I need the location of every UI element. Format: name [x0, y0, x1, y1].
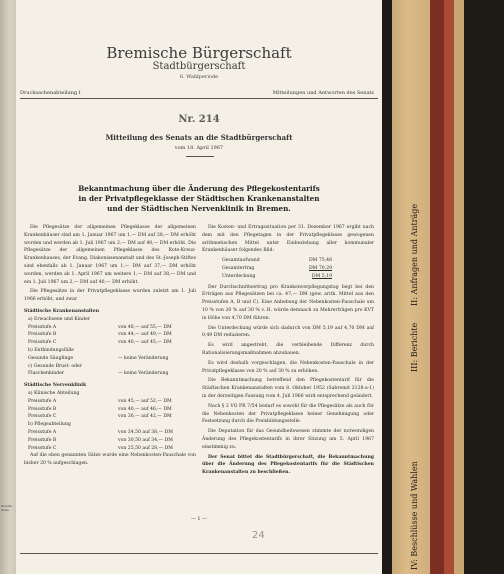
document-number: Nr. 214 [178, 114, 220, 125]
document-date: vom 18. April 1967 [174, 145, 224, 151]
paragraph: Der Durchschnittsertrag pro Krankenverpflegungstag liegt bei den Erträgen aus Pflegesätzen bei ca. 47,— DM (gew. arith. Mittel aus den Preisstufen A, B und C). Eine Anhebung der Nebenkosten-Pauschale um 10 % von 20 % auf 30 % v. H. würde demnach zu Mehrerträgen pro KVT in Höhe von 4,70 DM führen. [202, 284, 374, 321]
list-item: a) Erwachsene und Kinder [28, 316, 90, 322]
announcement-heading [16, 184, 382, 214]
section-label: Drucksachenabteilung I [20, 90, 81, 96]
request-paragraph: Der Senat bittet die Stadtbürgerschaft, die Bekanntmachung über die Änderung des Pflegekostentarifs für die Städtischen Krankenanstalten zu beschließen. [202, 454, 374, 476]
tariff-value: von 40,— auf 46,— DM [118, 406, 172, 412]
parliament-subtitle: Stadtbürgerschaft [152, 61, 246, 72]
short-rule [186, 156, 214, 157]
tariff-label: Preisstufe B [28, 437, 57, 443]
announcement-line: in der Privatpflegeklasse der Städtischen Krankenanstalten [78, 194, 320, 203]
tariff-value: von 40,— auf 45,— DM [118, 340, 172, 346]
paragraph: Die Deputation für das Gesundheitswesen stimmte der notwendigen Änderung des Pflegekostentarifs in ihrer Sitzung am 5. April 1967 einstimmig zu. [202, 429, 374, 450]
cost-value: DM 75,48 [309, 258, 332, 264]
subheading: Städtische Krankenanstalten [24, 308, 100, 314]
tariff-label: Preisstufe A [28, 429, 57, 435]
tariff-row [24, 324, 196, 332]
paragraph: Die Kosten- und Ertragssituation per 31. Dezember 1967 ergibt nach dem mit den Pflegetagen in der Privatpflegeklasse gewogenen arithmetischen Mittel unter Einbeziehung aller kommunaler Krankenhäuser folgendes Bild: [202, 225, 374, 254]
announcement-line: Bekanntmachung über die Änderung des Pflegekostentarifs [78, 184, 320, 193]
paragraph: Es wird deshalb vorgeschlagen, die Nebenkosten-Pauschale in der Privatpflegeklasse von 20 % auf 30 % zu erhöhen. [202, 360, 374, 374]
page-number: — 1 — [190, 516, 208, 522]
tariff-value: von 48,— auf 55,— DM [118, 324, 172, 330]
paragraph: Nach § 2 VO PR 7/54 bedarf es sowohl für die Pflegesätze als auch für die Nebenkosten der Privatpflegeklasse keiner Genehmigung oder Festsetzung durch die Preisbildungsstelle. [202, 403, 374, 425]
document-title: Mitteilung des Senats an die Stadtbürgerschaft [105, 133, 293, 142]
footer-rule [20, 553, 378, 554]
cost-row [222, 273, 332, 281]
left-column [24, 224, 196, 470]
cost-label: Gesamtertrag [222, 265, 255, 271]
divider-tab-rust [444, 0, 454, 574]
header-rule [20, 98, 378, 99]
tariff-row [24, 370, 196, 378]
paragraph: Auf die oben genannten Sätze wurde eine Nebenkosten-Pauschale von bisher 20 % aufgeschlagen. [24, 453, 196, 467]
tariff-label: Preisstufe A [28, 324, 57, 330]
right-column [202, 224, 374, 479]
tariff-label: Flaschenkinder [28, 371, 65, 377]
cost-value: DM 5,19 [311, 273, 332, 279]
subheading: Städtische Nervenklinik [24, 383, 87, 389]
tariff-label: Preisstufe C [28, 445, 57, 451]
cost-value: DM 70,29 [309, 265, 332, 271]
tariff-row [24, 398, 196, 406]
parliament-title: Bremische Bürgerschaft [106, 44, 292, 62]
tariff-row [24, 413, 196, 421]
left-edge-tag: Drucks. Seite [1, 504, 13, 512]
document-page [16, 0, 382, 574]
cost-row [222, 265, 332, 273]
left-page-edge [0, 0, 16, 574]
list-item: c) Gesunde Brust- oder [28, 363, 82, 369]
tariff-value: — keine Veränderung [118, 371, 169, 377]
list-item: b) Entbindungsfälle [28, 347, 74, 353]
tariff-row [24, 437, 196, 445]
tab-label-beschluesse[interactable]: IV: Beschlüsse und Wahlen [410, 461, 419, 570]
tariff-value: von 30,50 auf 34,— DM [118, 437, 173, 443]
tariff-label: Preisstufe A [28, 398, 57, 404]
tariff-value: von 44,— auf 49,— DM [118, 332, 172, 338]
tariff-row [24, 339, 196, 347]
tariff-label: Gesunde Säuglinge [28, 355, 74, 361]
pencil-annotation: 24 [252, 530, 265, 541]
paragraph: Die Pflegesätze in der Privatpflegeklasse wurden zuletzt am 1. Juli 1966 erhöht, und zwar [24, 289, 196, 303]
paragraph: Die Bekanntmachung betreffend den Pflegekostentarif für die Städtischen Krankenanstalten vom 8. Oktober 1952 (Sabremit 2128-a-1) in der derzeitigen Fassung vom 4. Juli 1966 wird entsprechend geändert. [202, 378, 374, 399]
tariff-label: Preisstufe C [28, 414, 57, 420]
paragraph: Die Unterdeckung würde sich dadurch von DM 5,19 auf 4,70 DM auf 0,49 DM reduzieren. [202, 325, 374, 339]
divider-tab-red [430, 0, 444, 574]
cost-table [222, 257, 332, 280]
tariff-label: Preisstufe C [28, 340, 57, 346]
list-item: b) Pflegeabteilung [28, 422, 71, 428]
cost-row [222, 257, 332, 265]
tab-label-berichte[interactable]: III: Berichte [410, 322, 419, 372]
tab-label-anfragen[interactable]: II: Anfragen und Anträge [410, 203, 419, 306]
tariff-row [24, 355, 196, 363]
section-category: Mitteilungen und Antworten des Senats [272, 90, 374, 96]
tariff-label: Preisstufe B [28, 406, 57, 412]
tariff-value: — keine Veränderung [118, 355, 169, 361]
tariff-row [24, 406, 196, 414]
tariff-value: von 36,— auf 42,— DM [118, 414, 172, 420]
tariff-label: Preisstufe B [28, 332, 57, 338]
tariff-row [24, 331, 196, 339]
cost-label: Unterdeckung [222, 273, 256, 279]
cost-label: Gesamtaufwand [222, 258, 260, 264]
list-item: a) Klinische Abteilung [28, 390, 80, 396]
tariff-value: von 45,— auf 52,— DM [118, 398, 172, 404]
legislative-period: 6. Wahlperiode [179, 74, 219, 80]
divider-tab-tan [454, 0, 464, 574]
paragraph: Die Pflegesätze der allgemeinen Pflegeklasse der allgemeinen Krankenhäuser sind am 1. Januar 1967 um 1,— DM auf 38,— DM erhöht worden und werden ab 1. Juli 1967 um 2,— DM auf 40,— DM erhöht. Die Pflegesätze der allgemeinen Pflegeklasse des Rote-Kreuz-Krankenhauses, der Evang. Diakonissenanstalt und des St.-Joseph-Stiftes sind ebenfalls ab 1. Januar 1967 um 1,— DM auf 37,— DM erhöht worden, werden ab 1. April 1967 um weitere 1,— DM auf 38,— DM und ein 1. Juli 1967 um 2,— DM auf 40,— DM erhöht. [24, 225, 196, 285]
announcement-line: und der Städtischen Nervenklinik in Bremen. [107, 204, 291, 213]
tariff-row [24, 429, 196, 437]
tariff-value: von 25,50 auf 28,— DM [118, 445, 173, 451]
paragraph: Es wird angestrebt, die verbleibende Differenz durch Rationalisierungsmaßnahmen abzubauen. [202, 343, 374, 356]
tariff-value: von 34,50 auf 38,— DM [118, 429, 173, 435]
tariff-row [24, 445, 196, 453]
